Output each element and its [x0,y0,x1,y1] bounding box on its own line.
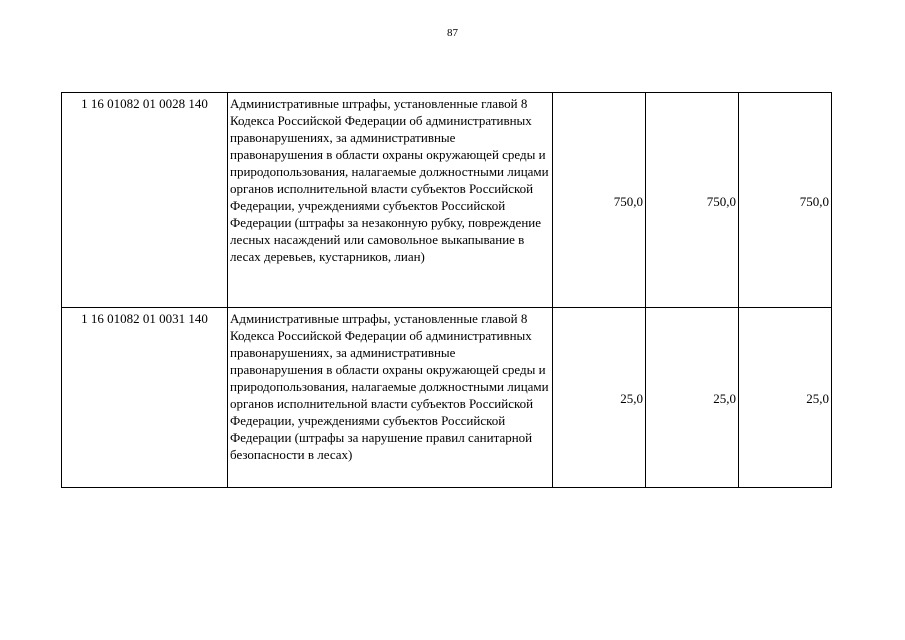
classification-code-cell: 1 16 01082 01 0028 140 [62,93,228,308]
budget-revenue-table [61,92,832,488]
value-cell-year-3: 750,0 [739,93,832,308]
value-cell-year-2: 25,0 [646,308,739,488]
table-row [62,93,832,308]
value-cell-year-2: 750,0 [646,93,739,308]
classification-code-cell: 1 16 01082 01 0031 140 [62,308,228,488]
value-cell-year-1: 25,0 [553,308,646,488]
description-cell: Административные штрафы, установленные главой 8 Кодекса Российской Федерации об административных правонарушениях, за административные правонарушения в области охраны окружающей среды и природопользования, налагаемые должностными лицами органов исполнительной власти субъектов Российской Федерации, учреждениями субъектов Российской Федерации (штрафы за незаконную рубку, повреждение лесных насаждений или самовольное выкапывание в лесах деревьев, кустарников, лиан) [228,93,553,308]
value-cell-year-3: 25,0 [739,308,832,488]
description-cell: Административные штрафы, установленные главой 8 Кодекса Российской Федерации об административных правонарушениях, за административные правонарушения в области охраны окружающей среды и природопользования, налагаемые должностными лицами органов исполнительной власти субъектов Российской Федерации, учреждениями субъектов Российской Федерации (штрафы за нарушение правил санитарной безопасности в лесах) [228,308,553,488]
page-number: 87 [447,27,458,39]
value-cell-year-1: 750,0 [553,93,646,308]
table-row [62,308,832,488]
